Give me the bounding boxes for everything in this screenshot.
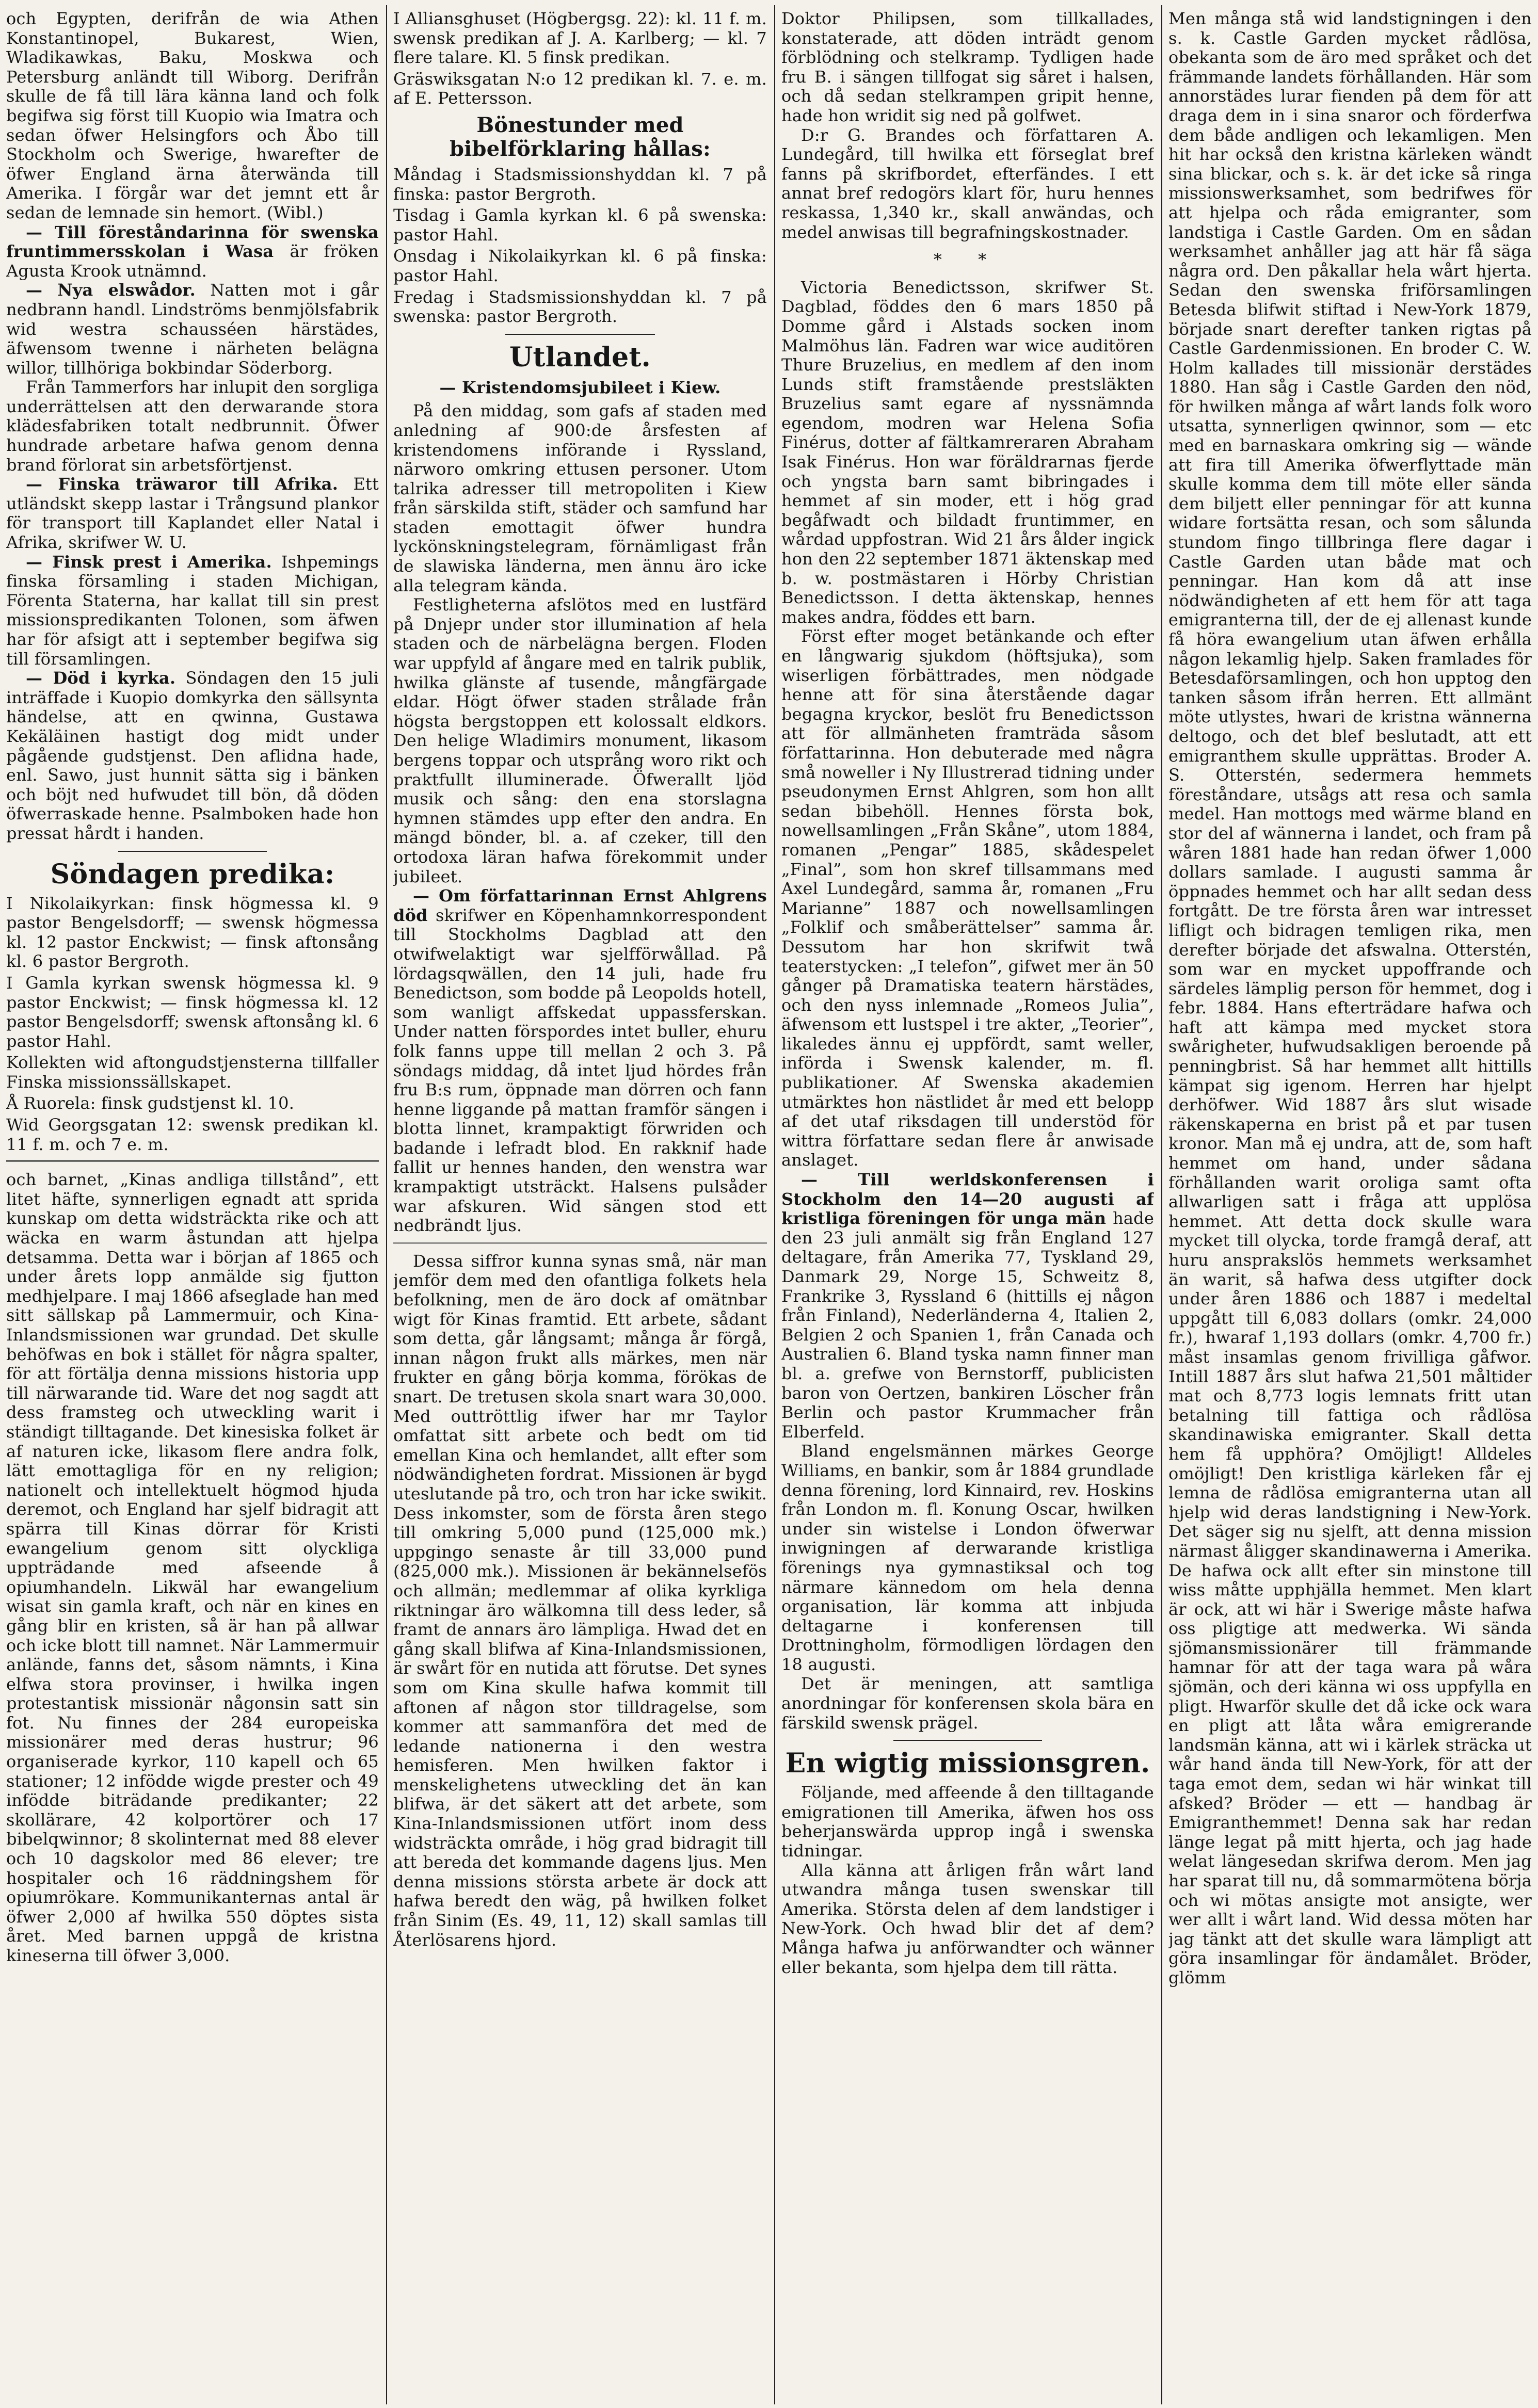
paragraph: Festligheterna afslötos med en lustfärd på Dnjepr under stor illumination af hela staden och de närbelägna bergen. Floden war uppfyld af ångare med en talrik publik, hwilka glänste af tusende, mångfärgade eldar. Högt öfwer staden strålade från högsta bergstoppen ett kolossalt eldkors. Den helige Wladimirs monument, likasom bergens toppar och utsprång woro rikt och praktfullt illuminerade. Öfwerallt ljöd musik och sång: den ena storslagna hymnen stämdes upp efter den andra. En mängd bönder, bl. a. af czeker, till den ortodoxa läran hafwa förekommit under jubileet. [393, 595, 767, 886]
item-text: Natten mot i går nedbrann handl. Lindströms benmjölsfabrik wid westra schausséen härstädes, äfwensom twenne i närheten belägna willor, tillhöriga bokbindar Söderborg. [6, 280, 379, 378]
column-rule [774, 5, 775, 2404]
paragraph: Det är meningen, att samtliga anordningar för konferensen skola bära en färskild swensk prägel. [781, 1674, 1154, 1733]
separator [505, 334, 655, 335]
section-title: Bönestunder med bibelförklaring hållas: [449, 112, 711, 161]
column-rule [386, 5, 387, 2404]
schedule-entry: Kollekten wid aftongudstjensterna tillfaller Finska missionssällskapet. [6, 1053, 379, 1092]
item-heading: — Finska träwaror till Afrika. [26, 474, 339, 494]
paragraph: och Egypten, derifrån de wia Athen Konstantinopel, Bukarest, Wien, Wladikawkas, Baku, Moskwa och Petersburg anländt till Wiborg. Derifrån skulle de få till lära känna land och folk begifwa sig först till Kuopio wia Imatra och sedan öfwer Helsingfors och Åbo till Stockholm och Swerige, hwarefter de öfwer England ärna återwända till Amerika. I förgår war det jemnt ett år sedan de lemnade sin hemort. (Wibl.) [6, 9, 379, 222]
item-heading: — Till föreståndarinna för swenska fruntimmersskolan i Wasa [6, 222, 379, 262]
paragraph: och barnet, „Kinas andliga tillstånd”, ett litet häfte, synnerligen egnadt att sprida kunskap om detta widsträckta rike och att wäcka en warm åstundan att hjelpa detsamma. Detta war i början af 1865 och under årets lopp anmälde sig fjutton medhjelpare. I maj 1866 afseglade han med sitt sällskap på Lammermuir, och Kina-Inlandsmissionen war grundad. Det skulle behöfwas en bok i stället för några spalter, för att förtälja denna missions historia upp till närwarande tid. Ware det nog sagdt att dess framsteg och utweckling warit i ständigt tilltagande. Det kinesiska folket är af naturen icke, likasom flere andra folk, lätt emottagliga för en ny religion; nationelt och intellektuelt högmod hjuda deremot, och England har sjelf bidragit att spärra till Kinas dörrar för Kristi ewangelium genom sitt olyckliga uppträdande med afseende å opiumhandeln. Likwäl har ewangelium wisat sin gamla kraft, och när en kines en gång blir en kristen, så är han på allwar och icke blott till namnet. När Lammermuir anlände, fanns det, såsom nämnts, i Kina elfwa stora provinser, i hwilka ingen protestantisk missionär någonsin satt sin fot. Nu finnes der 284 europeiska missionärer med deras hustrur; 96 organiserade kyrkor, 110 kapell och 65 stationer; 12 infödde wigde prester och 49 infödde biträdande predikanter; 22 skollärare, 42 kolportörer och 17 bibelqwinnor; 8 skolinternat med 88 elever och 10 dagskolor med 86 elever; tre hospitaler och 16 räddningshem för opiumrökare. Kommunikanternas antal är öfwer 2,000 af hwilka 550 döptes sista året. Med barnen uppgå de kristna kineserna till öfwer 3,000. [6, 1170, 379, 1965]
separator [118, 851, 267, 852]
article-heading: — Kristendomsjubileet i Kiew. [439, 377, 721, 397]
column-3 [781, 9, 1154, 2403]
item-heading: — Finsk prest i Amerika. [26, 552, 272, 572]
item-text: Ett utländskt skepp lastar i Trångsund plankor för transport till Kaplandet eller Natal i Afrika, skrifwer W. U. [6, 474, 379, 553]
item-heading: — Till werldskonferensen i Stockholm den 14—20 augusti af kristliga föreningen för unga män [781, 1170, 1154, 1229]
item-text: är fröken Agusta Krook utnämnd. [6, 241, 379, 281]
item-text: Ishpemings finska församling i staden Michigan, Förenta Staterna, har kallat till sin prest missionspredikanten Tolonen, som äfwen har för afsigt att i september begifwa sig till församlingen. [6, 552, 379, 669]
item-text: Söndagen den 15 juli inträffade i Kuopio domkyrka den sällsynta händelse, att en qwinna, Gustawa Kekäläinen hastigt dog midt under pågående gudstjenst. Den aflidna hade, enl. Sawo, just hunnit sätta sig i bänken och böjt ned hufwudet till bön, då döden öfwerraskade henne. Psalmboken hade hon pressat hårdt i handen. [6, 668, 379, 843]
schedule-entry: Måndag i Stadsmissionshyddan kl. 7 på finska: pastor Bergroth. [393, 164, 767, 204]
schedule-entry: Fredag i Stadsmissionshyddan kl. 7 på swenska: pastor Bergroth. [393, 287, 767, 327]
paragraph: D:r G. Brandes och författaren A. Lundegård, till hwilka ett förseglat bref fanns på skrifbordet, efterfändes. I ett annat bref redogörs klart för, huru hennes reskassa, 1,340 kr., skall anwändas, och medel anwisas till begrafningskostnader. [781, 125, 1154, 242]
paragraph: På den middag, som gafs af staden med anledning af 900:de årsfesten af kristendomens införande i Ryssland, närworo omkring ettusen personer. Utom talrika adresser till metropoliten i Kiew från särskilda stift, städer och samfund har staden emottagit öfwer hundra lyckönskningstelegram, förnämligast från de slawiska länderna, men ännu äro icke alla telegram kända. [393, 401, 767, 595]
item-heading: — Nya elswådor. [26, 280, 196, 300]
column-1 [6, 9, 379, 2403]
schedule-entry: Onsdag i Nikolaikyrkan kl. 6 på finska: pastor Hahl. [393, 246, 767, 285]
paragraph: Från Tammerfors har inlupit den sorgliga underrättelsen att den derwarande stora klädesfabriken totalt nedbrunnit. Öfwer hundrade arbetare hafwa genom denna brand förlorat sin arbetsförtjenst. [6, 377, 379, 475]
schedule-entry: Å Ruorela: finsk gudstjenst kl. 10. [6, 1093, 295, 1113]
item-text: hade den 23 juli anmält sig från England 127 deltagare, från Amerika 77, Tyskland 29, Danmark 29, Norge 15, Schweitz 8, Frankrike 3, Ryssland 6 (hittills ej någon från Finland), Nederländerna 4, Italien 2, Belgien 2 och Spanien 1, från Canada och Australien 6. Bland tyska namn finner man bl. a. grefwe von Bernstorff, publicisten baron von Oertzen, bankiren Löscher från Berlin och pastor Krummacher från Elberfeld. [781, 1208, 1154, 1442]
section-title: Utlandet. [509, 341, 651, 373]
separator [6, 1160, 379, 1164]
section-title: Söndagen predika: [50, 858, 335, 890]
section-title: En wigtig missionsgren. [785, 1748, 1150, 1780]
schedule-entry: I Alliansghuset (Högbergsg. 22): kl. 11 f. m. swensk predikan af J. A. Karlberg; — kl. 7 flere talare. Kl. 5 finsk predikan. [393, 9, 767, 68]
paragraph: Först efter moget betänkande och efter en långwarig sjukdom (höftsjuka), som wiserligen förbättrades, men nödgade henne att för sina återstående dagar begagna kryckor, beslöt fru Benedictsson att för allmänheten framträda såsom författarinna. Hon debuterade med några små noweller i Ny Illustrerad tidning under pseudonymen Ernst Ahlgren, som hon allt sedan bibehöll. Hennes första bok, nowellsamlingen „Från Skåne”, utom 1884, romanen „Pengar” 1885, skådespelet „Final”, som hon skref tillsammans med Axel Lundegård, samma år, romanen „Fru Marianne” 1887 och nowellsamlingen „Folklif och småberättelser” samma år. Dessutom har hon skrifwit twå teaterstycken: „I telefon”, gifwet mer än 50 gånger på Dramatiska teatern härstädes, och den nyss inlemnade „Romeos Julia”, äfwensom ett lustspel i tre akter, „Teorier”, likaledes ännu ej uppfördt, samt weller, införda i Swensk kalender, m. fl. publikationer. Af Swenska akademien utmärktes hon nästlidet år med ett belopp af det utaf riksdagen till understöd för wittra författare sedan flere år anwisade anslaget. [781, 626, 1154, 1170]
item-heading: — Död i kyrka. [26, 668, 176, 688]
separator [893, 1740, 1043, 1741]
paragraph: Doktor Philipsen, som tillkallades, konstaterade, att döden inträdt genom förblödning och stelkramp. Tydligen hade fru B. i sängen tillfogat sig såret i halsen, och då sedan stelkrampen gripit henne, hade hon wridit sig ned på golfwet. [781, 9, 1154, 125]
column-4 [1168, 9, 1532, 2403]
column-rule [1161, 5, 1162, 2404]
schedule-entry: I Gamla kyrkan swensk högmessa kl. 9 pastor Enckwist; — finsk högmessa kl. 12 pastor Bengelsdorff; swensk aftonsång kl. 6 pastor Hahl. [6, 973, 379, 1051]
item-heading: — Om författarinnan Ernst Ahlgrens död [393, 886, 767, 925]
paragraph: Alla känna att årligen från wårt land utwandra många tusen swenskar till Amerika. Största delen af dem landstiger i New-York. Och hwad blir det af dem? Många hafwa ju anförwandter och wänner eller bekanta, som hjelpa dem till rätta. [781, 1860, 1154, 1977]
paragraph: Victoria Benedictsson, skrifwer St. Dagblad, föddes den 6 mars 1850 på Domme gård i Alstads socken inom Malmöhus län. Fadren war wice auditören Thure Bruzelius, en medlem af den inom Lunds stift framstående prestsläkten Bruzelius samt egare af nyssnämnda egendom, modren war Helena Sofia Finérus, dotter af fältkamreraren Abraham Isak Finérus. Hon war föräldrarnas fjerde och yngsta barn samt bibringades i hemmet af sin moder, ett i hög grad begåfwadt och bildadt fruntimmer, en wårdad uppfostran. Wid 21 års ålder ingick hon den 22 september 1871 äktenskap med b. w. postmästaren i Hörby Christian Benedictsson. I detta äktenskap, hennes makes andra, föddes ett barn. [781, 277, 1154, 627]
schedule-entry: Gräswiksgatan N:o 12 predikan kl. 7. e. m. af E. Pettersson. [393, 69, 767, 108]
paragraph: Följande, med affeende å den tilltagande emigrationen till Amerika, äfwen hos oss beherjanswärda upprop ingå i swenska tidningar. [781, 1783, 1154, 1861]
schedule-entry: Wid Georgsgatan 12: swensk predikan kl. 11 f. m. och 7 e. m. [6, 1115, 379, 1154]
schedule-entry: I Nikolaikyrkan: finsk högmessa kl. 9 pastor Bengelsdorff; — swensk högmessa kl. 12 pastor Enckwist; — finsk aftonsång kl. 6 pastor Bergroth. [6, 893, 379, 972]
paragraph: Men många stå wid landstigningen i den s. k. Castle Garden mycket rådlösa, obekanta som de äro med språket och det främmande landets förhållanden. Här som annorstädes lurar fienden på dem för att draga dem in i sina snaror och förderfwa dem både andligen och lekamligen. Men hit har också den kristna kärleken wändt sina blickar, och s. k. är det icke så ringa missionswerksamhet, som bedrifwes för att hjelpa och råda emigranter, som landstiga i Castle Garden. Om en sådan werksamhet anhåller jag att här få säga några ord. Den påkallar hela wårt hjerta. Sedan den swenska friförsamlingen Betesda blifwit stiftad i New-York 1879, började snart derefter tanken rigtas på Castle Gardenmissionen. En broder C. W. Holm kallades till missionär derstädes 1880. Han såg i Castle Garden den nöd, för hwilken många af wårt lands folk woro utsatta, synnerligen qwinnor, som — etc med en barnaskara omkring sig — wände att fira till Amerika öfwerflyttade män skulle komma dem till möte eller sända dem biljett eller penningar för att kunna widare fortsätta resan, och som sålunda stundom fingo tillbringa flere dagar i Castle Garden utan både mat och penningar. Han kom då att inse nödwändigheten af ett hem för att taga emigranterna till, der de ej allenast kunde få höra ewangelium utan äfwen erhålla någon lekamlig hjelp. Saken framlades för Betesdaförsamlingen, och hon upptog den tanken såsom ifrån herren. Ett allmänt möte utlystes, hwari de kristna wännerna deltogo, och det blef beslutadt, att ett emigranthem skulle upprättas. Broder A. S. Otterstén, sedermera hemmets föreståndare, utsågs att resa och samla medel. Han mottogs med wärme bland en stor del af wännerna i landet, och fram på wåren 1881 hade han redan öfwer 1,000 dollars samlade. I augusti samma år öppnades hemmet och har allt sedan dess fortgått. De tre första åren war intresset lifligt och bidragen temligen rika, men derefter började det afswalna. Otterstén, som war en mycket uppoffrande och särdeles lämplig person för hemmet, dog i febr. 1884. Hans efterträdare hafwa och haft att kämpa med mycket stora swårigheter, hufwudsakligen beroende på penningbrist. Så har hemmet allt hittills kämpat sig igenom. Herren har hjelpt derhöfwer. Wid 1887 års slut wisade räkenskaperna en brist på et par tusen kronor. Man må ej undra, att de, som haft hemmet om hand, under sådana förhållanden warit oroliga samt ofta allwarligen satt i fråga att upplösa hemmet. Att detta dock skulle wara mycket till olycka, torde framgå deraf, att huru ansprakslös hemmets werksamhet än warit, så hafwa dess utgifter dock under åren 1886 och 1887 i medeltal uppgått till 6,083 dollars (omkr. 24,000 fr.), hwaraf 1,193 dollars (omkr. 4,700 fr.) måst insamlas genom frivilliga gåfwor. Intill 1887 års slut hafwa 21,501 måltider mat och 8,773 logis lemnats fritt utan betalning till fattiga och rådlösa skandinawiska emigranter. Skall detta hem få upphöra? Omöjligt! Alldeles omöjligt! Den kristliga kärleken får ej lemna de rådlösa emigranterna utan all hjelp wid deras landstigning i New-York. Det säger sig nu sjelft, att denna mission närmast åligger skandinawerna i Amerika. De hafwa ock allt efter sin minstone till wiss måtte upphjälla hemmet. Men klart är ock, att wi här i Swerige måste hafwa oss pligtige att medwerka. Wi sända sjömansmissionärer till främmande hamnar för att der taga wara på wåra sjömän, och deri känna wi oss uppfylla en pligt. Hwarför skulle det då icke ock wara en pligt att låta wåra emigrerande landsmän känna, att wi i kärlek sträcka ut wår hand ända till New-York, för att der taga emot dem, sedan wi här winkat till afsked? Bröder — ett — handbag är Emigranthemmet! Denna sak har redan länge legat på mitt hjerta, och jag hade welat längesedan skrifwa derom. Men jag har sparat till nu, då sommarmötena börja och wi mötas ansigte mot ansigte, wer wer allt i wårt land. Wid dessa möten har jag tänkt att det skulle wara lämpligt att göra insamlingar för ändamålet. Bröder, glömm [1168, 9, 1532, 1987]
paragraph: Dessa siffror kunna synas små, när man jemför dem med den ofantliga folkets hela befolkning, men de äro dock af omätnbar wigt för Kinas framtid. Ett arbete, sådant som detta, går långsamt; många år förgå, innan någon frukt alls märkes, men när frukter en gång börja komma, förökas de snart. De tretusen skola snart wara 30,000. Med outtröttlig ifwer har mr Taylor omfattat sitt arbete och bedt om tid emellan Kina och hemlandet, allt efter som nödwändigheten fordrat. Missionen är bygd uteslutande på tro, och tron har icke swikit. Dess inkomster, som de första åren stego till omkring 5,000 pund (125,000 mk.) uppgingo senaste år till 33,000 pund (825,000 mk.). Missionen är bekännelsefös och allmän; medlemmar af olika kyrkliga riktningar äro wälkomna till dess leder, så framt de annars äro lämpliga. Hwad det en gång skall blifwa af Kina-Inlandsmissionen, är swårt för en nutida att förutse. Det synes som om Kina skulle hafwa kommit till aftonen af någon stor tilldragelse, som kommer att sammanföra det med de ledande nationerna i den westra hemisferen. Men hwilken faktor i menskelighetens utweckling det än kan blifwa, är det säkert att det arbete, som Kina-Inlandsmissionen utfört inom dess widsträckta område, i hög grad bidragit till att bereda det kommande dagens ljus. Men denna missions största arbete är dock att hafwa beredt den wäg, på hwilken folket från Sinim (Es. 49, 11, 12) skall samlas till Återlösarens hjord. [393, 1251, 767, 1950]
item-text: skrifwer en Köpenhamnkorrespondent till Stockholms Dagblad att den otwifwelaktigt war sjelfförwållad. På lördagsqwällen, den 14 juli, hade fru Benedictson, som bodde på Leopolds hotell, som wanligt affskedat uppassferskan. Under natten förspordes intet buller, ehuru folk fanns uppe till mellan 2 och 3. På söndags middag, då intet ljud hördes från fru B:s rum, öppnade man dörren och fann henne liggande på mattan framför sängen i blotta linnet, krampaktigt förwriden och badande i lefradt blod. En rakknif hade fallit ur hennes handen, den wenstra war krampaktigt utsträckt. Halsens pulsåder war afskuren. Wid sängen stod ett nedbrändt ljus. [393, 905, 767, 1236]
paragraph: Bland engelsmännen märkes George Williams, en bankir, som år 1884 grundlade denna förening, lord Kinnaird, rev. Hoskins från London m. fl. Konung Oscar, hwilken under sin wistelse i London öfwerwar inwigningen af derwarande kristliga förenings nya gymnastiksal och tog närmare kännedom om hela denna organisation, lär komma att inbjuda deltagarne i konferensen till Drottningholm, förmodligen lördagen den 18 augusti. [781, 1441, 1154, 1674]
separator-stars: * * [933, 250, 1002, 270]
schedule-entry: Tisdag i Gamla kyrkan kl. 6 på swenska: pastor Hahl. [393, 205, 767, 245]
column-2 [393, 9, 767, 2403]
separator [393, 1242, 767, 1246]
